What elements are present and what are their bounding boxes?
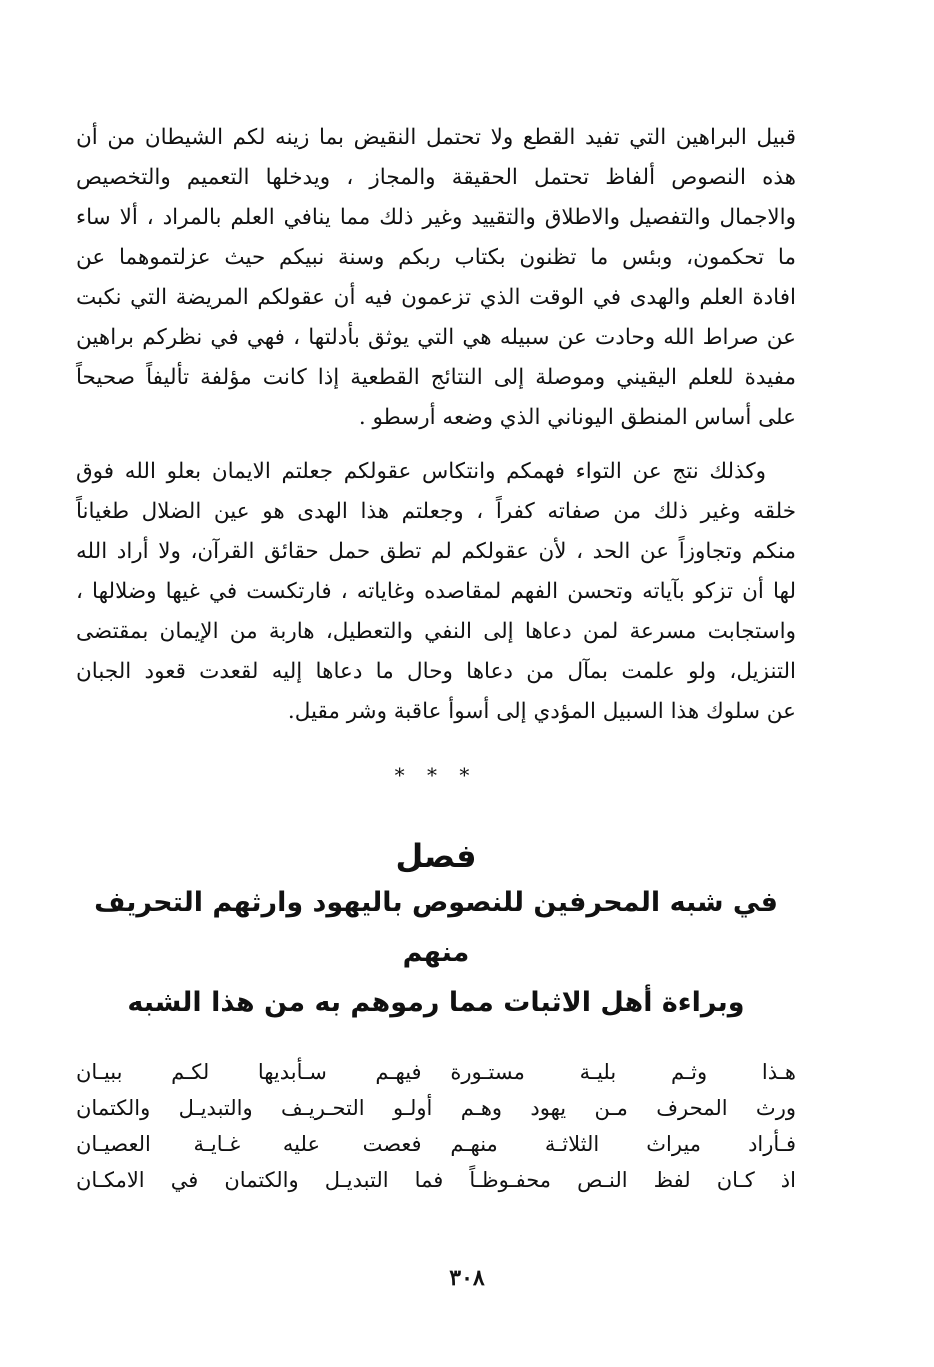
poem	[76, 1054, 796, 1198]
text-line: على أساس المنطق اليوناني الذي وضعه أرسطو .	[358, 405, 796, 430]
text-line: ما تحكمون، وبئس ما تظنون بكتاب ربكم وسنة نبيكم حيث عزلتموهما عن	[76, 245, 796, 270]
paragraph-2	[76, 452, 796, 732]
page-content	[76, 118, 796, 1198]
section-title: فصل	[395, 837, 477, 875]
section-subtitle-line: في شبه المحرفين للنصوص باليهود وارثهم التحريف منهم	[94, 887, 778, 968]
text-line: منكم وتجاوزاً عن الحد ، لأن عقولكم لم تطق حمل حقائق القرآن، ولا أراد الله	[76, 539, 796, 564]
poem-verse: ورث المحرف مـن يهود وهـم أولـو التحـريـف والتبديـل والكتمان	[76, 1096, 796, 1120]
text-line: لها أن تزكو بآياته وتحسن الفهم لمقاصده وغاياته ، فارتكست في غيها وضلالها ،	[76, 579, 796, 604]
section-heading	[76, 834, 796, 1028]
text-line: التنزيل، ولو علمت بمآل من دعاها وحال ما دعاها إليه لقعدت قعود الجبان	[76, 659, 796, 684]
text-line: خلقه وغير ذلك من صفاته كفراً ، وجعلتم هذا الهدى هو عين الضلال طغياناً	[76, 499, 796, 524]
poem-verse	[76, 1126, 796, 1162]
text-line: وكذلك نتج عن التواء فهمكم وانتكاس عقولكم جعلتم الايمان بعلو الله فوق	[76, 459, 766, 484]
paragraph-1	[76, 118, 796, 438]
text-line: هذه النصوص ألفاظ تحتمل الحقيقة والمجاز ، ويدخلها التعميم والتخصيص	[76, 165, 796, 190]
poem-verse: اذ كـان لفظ النـص محفـوظـاً فما التبديـل والكتمان في الامكـان	[76, 1168, 796, 1192]
text-line: واستجابت مسرعة لمن دعاها إلى النفي والتعطيل، هاربة من الإيمان بمقتضى	[76, 619, 796, 644]
poem-hemistich: هـذا وثـم بليـة مستـورة	[450, 1060, 796, 1084]
text-line: والاجمال والتفصيل والاطلاق والتقييد وغير ذلك مما ينافي العلم بالمراد ، ألا ساء	[76, 205, 796, 230]
text-line: قبيل البراهين التي تفيد القطع ولا تحتمل النقيض بما زينه لكم الشيطان من أن	[76, 125, 796, 150]
text-line: عن سلوك هذا السبيل المؤدي إلى أسوأ عاقبة وشر مقيل.	[287, 699, 796, 724]
page-number: ٣٠٨	[449, 1265, 485, 1291]
text-line: عن صراط الله وحادت عن سبيله هي التي يوثق بأدلتها ، فهي في نظركم براهين	[76, 325, 796, 350]
section-subtitle-line: وبراءة أهل الاثبات مما رموهم به من هذا الشبه	[127, 987, 745, 1018]
poem-hemistich: فيهـم سـأبديها لكـم ببيـان	[76, 1060, 422, 1084]
poem-hemistich: فـأراد ميراث الثلاثـة منهـم	[450, 1132, 796, 1156]
section-separator: * * *	[394, 763, 478, 787]
text-line: مفيدة للعلم اليقيني وموصلة إلى النتائج القطعية إذا كانت مؤلفة تأليفاً صحيحاً	[76, 365, 796, 390]
poem-verse	[76, 1054, 796, 1090]
text-line: افادة العلم والهدى في الوقت الذي تزعمون فيه أن عقولكم المريضة التي نكبت	[76, 285, 796, 310]
poem-hemistich: فعصت عليه غـايـة العصيـان	[76, 1132, 422, 1156]
